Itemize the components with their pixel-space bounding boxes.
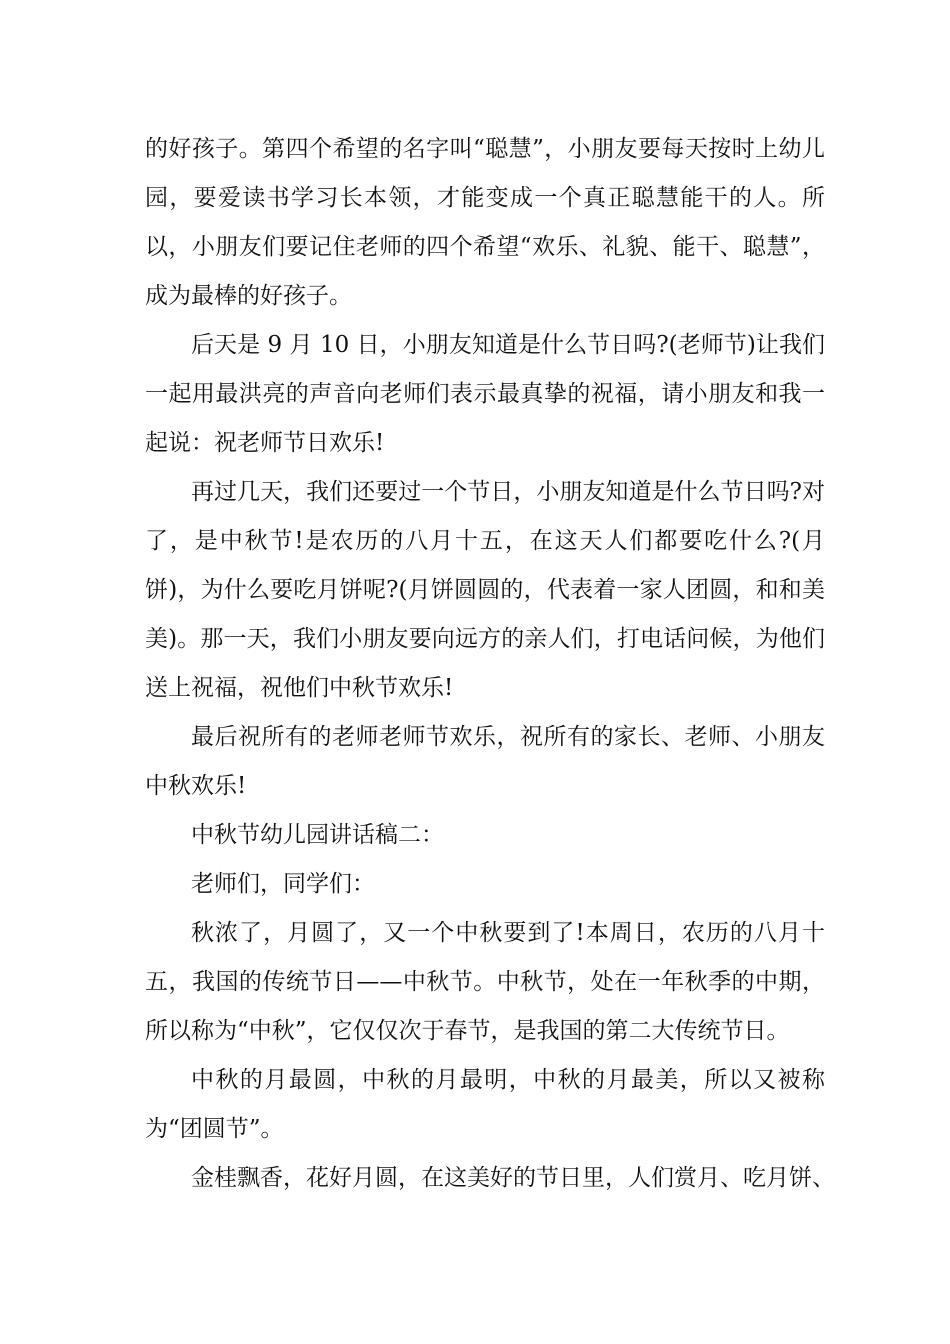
paragraph-mid-autumn-intro: 再过几天，我们还要过一个节日，小朋友知道是什么节日吗?对了，是中秋节!是农历的八月十五，在这天人们都要吃什么?(月饼)，为什么要吃月饼呢?(月饼圆圆的，代表着一家人团圆，和和美美)。那一天，我们小朋友要向远方的亲人们，打电话问候，为他们送上祝福，祝他们中秋节欢乐! bbox=[145, 479, 825, 701]
paragraph-autumn-festival: 秋浓了，月圆了，又一个中秋要到了!本周日，农历的八月十五，我国的传统节日——中秋节。中秋节，处在一年秋季的中期，所以称为“中秋”，它仅仅次于春节，是我国的第二大传统节日。 bbox=[145, 920, 825, 1044]
paragraph-teachers-day: 后天是 9 月 10 日，小朋友知道是什么节日吗?(老师节)让我们一起用最洪亮的声音向老师们表示最真挚的祝福，请小朋友和我一起说：祝老师节日欢乐! bbox=[145, 332, 825, 456]
paragraph-continuation: 的好孩子。第四个希望的名字叫“聪慧”，小朋友要每天按时上幼儿园，要爱读书学习长本领，才能变成一个真正聪慧能干的人。所以，小朋友们要记住老师的四个希望“欢乐、礼貌、能干、聪慧”，成为最棒的好孩子。 bbox=[145, 136, 825, 309]
document-body bbox=[145, 125, 835, 1203]
paragraph-greeting: 老师们，同学们： bbox=[191, 871, 375, 897]
paragraph-osmanthus: 金桂飘香，花好月圆，在这美好的节日里，人们赏月、吃月饼、 bbox=[191, 1165, 835, 1191]
section-heading-speech-two: 中秋节幼儿园讲话稿二： bbox=[191, 822, 444, 848]
paragraph-reunion-festival: 中秋的月最圆，中秋的月最明，中秋的月最美，所以又被称为“团圆节”。 bbox=[145, 1067, 825, 1142]
paragraph-closing-wishes: 最后祝所有的老师老师节欢乐，祝所有的家长、老师、小朋友中秋欢乐! bbox=[145, 724, 825, 799]
